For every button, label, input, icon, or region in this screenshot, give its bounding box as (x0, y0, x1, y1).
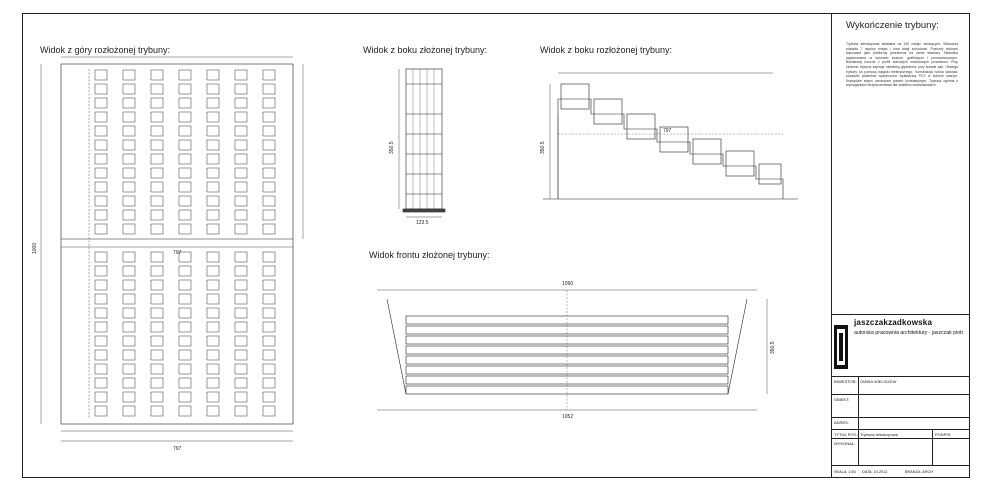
drawing-title-row (832, 429, 970, 438)
seat-symbol (123, 308, 135, 318)
seat-symbol (123, 182, 135, 192)
seat-symbol (179, 280, 191, 290)
view-title-top-unfolded: Widok z góry rozłożonej trybuny: (40, 45, 171, 55)
seat-symbol (179, 294, 191, 304)
office-name: autorska pracownia architektury - jaszczak piotr (854, 330, 964, 336)
dim-side-350: 350.5 (389, 141, 395, 154)
seat-symbol (179, 364, 191, 374)
seat-symbol (123, 84, 135, 94)
seat-symbol (235, 350, 247, 360)
seat-symbol (95, 336, 107, 346)
seat-symbol (179, 112, 191, 122)
drawing-sheet (22, 13, 970, 478)
seat-symbol (151, 280, 163, 290)
dim-top-1000: 1000 (32, 242, 38, 254)
seat-symbol (123, 392, 135, 402)
seat-symbol (95, 252, 107, 262)
dim-front-1052: 1052 (562, 414, 574, 420)
view-title-front-folded: Widok frontu złożonej trybuny: (369, 250, 490, 260)
seat-symbol (95, 322, 107, 332)
seat-symbol (123, 140, 135, 150)
seat-symbol (207, 112, 219, 122)
seat-symbol (235, 224, 247, 234)
seat-symbol (207, 280, 219, 290)
seat-symbol (235, 168, 247, 178)
seat-symbol (263, 336, 275, 346)
seat-symbol (151, 266, 163, 276)
seat-symbol (179, 154, 191, 164)
view-title-side-folded: Widok z boku złożonej trybuny: (363, 45, 488, 55)
seat-symbol (263, 392, 275, 402)
office-logo-text: jaszczakzadkowska (854, 318, 933, 327)
seat-symbol (95, 196, 107, 206)
seat-symbol (263, 168, 275, 178)
seat-symbol (179, 182, 191, 192)
seat-symbol (151, 84, 163, 94)
seat-symbol (235, 112, 247, 122)
seat-symbol (123, 378, 135, 388)
seat-symbol (235, 98, 247, 108)
seat-symbol (263, 126, 275, 136)
seat-symbol (179, 196, 191, 206)
seat-symbol (151, 154, 163, 164)
seat-symbol (95, 70, 107, 80)
seat-symbol (179, 406, 191, 416)
seat-symbol (123, 364, 135, 374)
title-panel (831, 14, 969, 477)
seat-symbol (207, 154, 219, 164)
seat-symbol (235, 252, 247, 262)
seat-symbol (151, 126, 163, 136)
seat-symbol (151, 294, 163, 304)
seat-symbol (207, 140, 219, 150)
seat-symbol (179, 266, 191, 276)
seat-symbol (207, 168, 219, 178)
dim-front-1090: 1090 (562, 281, 574, 287)
dim-side-123: 123.5 (416, 220, 429, 226)
seat-symbol (179, 84, 191, 94)
seat-symbol (207, 378, 219, 388)
scale-value: SKALA: 1:50 (834, 470, 856, 474)
seat-symbol (235, 322, 247, 332)
seat-symbol (151, 364, 163, 374)
seat-symbol (235, 140, 247, 150)
seat-symbol (235, 210, 247, 220)
author-label: WYKONAŁ: (834, 441, 856, 446)
seat-symbol (263, 210, 275, 220)
seat-symbol (207, 252, 219, 262)
seat-symbol (207, 392, 219, 402)
seat-symbol (235, 308, 247, 318)
object-row (832, 394, 970, 417)
office-logo-mark (834, 325, 848, 369)
seat-symbol (95, 406, 107, 416)
seat-symbol (95, 266, 107, 276)
seat-symbol (179, 140, 191, 150)
front-folded-view (377, 290, 767, 410)
address-row (832, 417, 970, 429)
seat-symbol (179, 70, 191, 80)
branch-value: BRANŻA: ARCH (905, 470, 934, 474)
seat-symbol (235, 294, 247, 304)
side-folded-view (399, 69, 445, 217)
top-view-plan (41, 57, 303, 441)
seat-symbol (207, 322, 219, 332)
drawing-title-label: TYTUŁ RYS.: (834, 432, 859, 437)
seat-symbol (151, 336, 163, 346)
seat-symbol (151, 392, 163, 402)
seat-symbol (123, 350, 135, 360)
seat-symbol (95, 98, 107, 108)
seat-symbol (179, 98, 191, 108)
seat-symbol (263, 182, 275, 192)
seat-symbol (123, 336, 135, 346)
seat-symbol (179, 210, 191, 220)
seat-symbol (235, 126, 247, 136)
seat-symbol (179, 322, 191, 332)
seat-symbol (263, 322, 275, 332)
seat-symbol (95, 280, 107, 290)
seat-symbol (151, 252, 163, 262)
seat-symbol (151, 140, 163, 150)
object-label: OBIEKT: (834, 397, 850, 402)
seat-symbol (95, 392, 107, 402)
seat-symbol (263, 406, 275, 416)
seat-symbol (151, 406, 163, 416)
date-value: DATA: 10.2012 (862, 470, 888, 474)
seat-symbol (95, 350, 107, 360)
seat-symbol (207, 70, 219, 80)
finish-title: Wykończenie trybuny: (846, 20, 939, 31)
seat-symbol (179, 378, 191, 388)
seat-symbol (207, 98, 219, 108)
seat-symbol (263, 266, 275, 276)
seat-symbol (123, 406, 135, 416)
seat-symbol (123, 70, 135, 80)
side-unfolded-view (543, 73, 798, 199)
seat-symbol (95, 84, 107, 94)
seat-symbol (123, 196, 135, 206)
dim-front-350: 350.5 (770, 341, 776, 354)
seat-symbol (151, 210, 163, 220)
seat-symbol (151, 350, 163, 360)
seat-symbol (263, 98, 275, 108)
seat-symbol (123, 126, 135, 136)
seat-symbol (151, 98, 163, 108)
seat-symbol (235, 280, 247, 290)
seat-symbol (207, 210, 219, 220)
seat-symbol (263, 196, 275, 206)
seat-symbol (235, 196, 247, 206)
seat-symbol (207, 406, 219, 416)
seat-symbol (235, 392, 247, 402)
seat-symbol (263, 112, 275, 122)
seat-symbol (207, 364, 219, 374)
seat-symbol (207, 84, 219, 94)
view-title-side-unfolded: Widok z boku rozłożonej trybuny: (540, 45, 673, 55)
footer-row (832, 465, 970, 478)
seat-symbol (179, 350, 191, 360)
signature-label: PODPIS: (935, 432, 952, 437)
dim-unf-350: 350.5 (540, 141, 546, 154)
seat-symbol (151, 70, 163, 80)
seat-symbol (207, 350, 219, 360)
seat-symbol (263, 70, 275, 80)
seat-symbol (151, 112, 163, 122)
seat-symbol (263, 154, 275, 164)
seat-symbol (235, 70, 247, 80)
investor-value: GMINA WIELISZEW (860, 379, 897, 384)
seat-symbol (263, 224, 275, 234)
seat-symbol (151, 224, 163, 234)
seat-symbol (179, 224, 191, 234)
finish-description: Trybuna teleskopowa składana na 140 miejsc siedzących. Widownia posiada 7 rzędów miejsc i dwa biegi schodowe. Poziomy widowni wykonane jako platformy przesuwne na ramie stalowej. Siedziska tapicerowane w kolorach szarym, grafitowym i pomarańczowym. Balustrady boczne z profili stalowych malowanych proszkowo. Przy złożeniu trybuna zajmuje niewielką głębokość przy ścianie sali. Obsługa trybuny za pomocą napędu elektrycznego. Konstrukcja nośna stalowa, posadzki podestów wykończone wykładziną PCV w kolorze szarym. Krawędzie stopni oznaczone pasem kontrastowym. Trybuna zgodna z wymaganiami bezpieczeństwa dla obiektów widowiskowych. (846, 42, 958, 88)
seat-symbol (95, 168, 107, 178)
seat-symbol (179, 392, 191, 402)
seat-symbol (235, 336, 247, 346)
seat-symbol (235, 266, 247, 276)
seat-symbol (151, 182, 163, 192)
seat-symbol (95, 154, 107, 164)
seat-symbol (235, 364, 247, 374)
seat-symbol (179, 308, 191, 318)
dim-unf-797: 797 (663, 128, 672, 134)
investor-row (832, 376, 970, 394)
seat-symbol (263, 140, 275, 150)
seat-symbol (179, 336, 191, 346)
seat-grid (95, 70, 275, 416)
seat-symbol (235, 154, 247, 164)
seat-symbol (151, 322, 163, 332)
seat-symbol (95, 294, 107, 304)
drawing-area (23, 14, 831, 477)
seat-symbol (207, 224, 219, 234)
seat-symbol (207, 294, 219, 304)
seat-symbol (123, 98, 135, 108)
seat-symbol (95, 126, 107, 136)
seat-symbol (95, 210, 107, 220)
seat-symbol (95, 378, 107, 388)
seat-symbol (95, 140, 107, 150)
seat-symbol (263, 364, 275, 374)
office-stamp (832, 314, 970, 377)
seat-symbol (123, 154, 135, 164)
seat-symbol (207, 336, 219, 346)
seat-symbol (95, 308, 107, 318)
seat-symbol (123, 294, 135, 304)
investor-label: INWESTOR: (834, 379, 857, 384)
seat-symbol (123, 168, 135, 178)
seat-symbol (263, 350, 275, 360)
seat-symbol (123, 224, 135, 234)
dim-top-797: 797 (173, 250, 182, 256)
seat-symbol (207, 126, 219, 136)
seat-symbol (263, 280, 275, 290)
seat-symbol (263, 84, 275, 94)
address-label: ADRES: (834, 420, 849, 425)
seat-symbol (263, 308, 275, 318)
seat-symbol (123, 280, 135, 290)
seat-symbol (235, 378, 247, 388)
seat-symbol (235, 84, 247, 94)
seat-symbol (207, 266, 219, 276)
seat-symbol (95, 112, 107, 122)
seat-symbol (95, 364, 107, 374)
author-row (832, 438, 970, 465)
seat-symbol (123, 210, 135, 220)
seat-symbol (179, 168, 191, 178)
seat-symbol (123, 112, 135, 122)
technical-drawing-svg (23, 14, 831, 477)
seat-symbol (235, 182, 247, 192)
seat-symbol (151, 308, 163, 318)
seat-symbol (207, 308, 219, 318)
seat-symbol (263, 378, 275, 388)
seat-symbol (179, 126, 191, 136)
seat-symbol (151, 168, 163, 178)
seat-symbol (95, 224, 107, 234)
seat-symbol (263, 294, 275, 304)
seat-symbol (235, 406, 247, 416)
seat-symbol (123, 322, 135, 332)
drawing-title-value: Trybuna teleskopowa (860, 432, 898, 437)
seat-symbol (123, 252, 135, 262)
dim-top-797-bottom: 797 (173, 446, 182, 452)
seat-symbol (123, 266, 135, 276)
seat-symbol (151, 378, 163, 388)
seat-symbol (207, 196, 219, 206)
seat-symbol (207, 182, 219, 192)
seat-symbol (263, 252, 275, 262)
seat-symbol (151, 196, 163, 206)
seat-symbol (95, 182, 107, 192)
